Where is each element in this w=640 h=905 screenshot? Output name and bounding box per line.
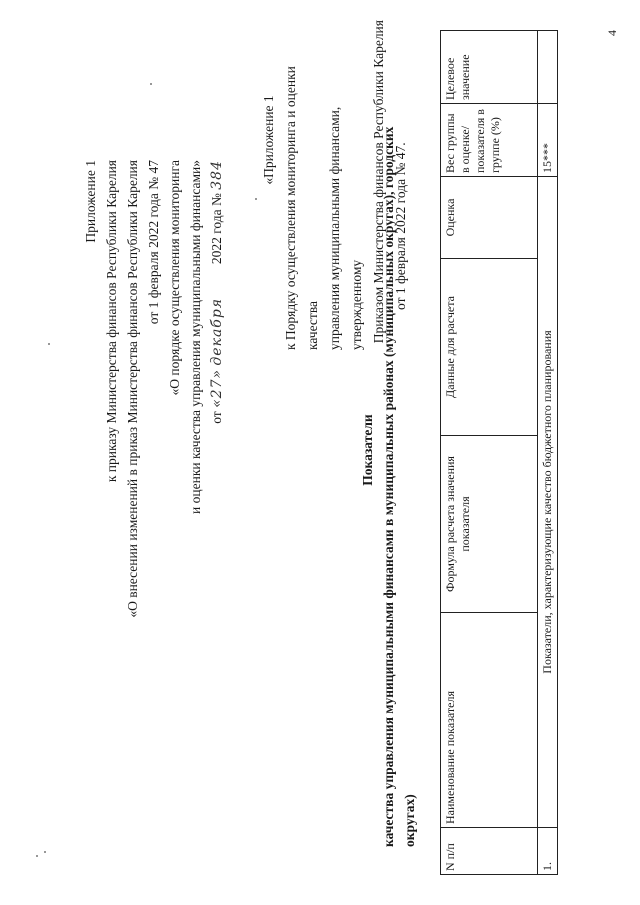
header-line: «О внесении изменений в приказ Министерства финансов Республики Карелия — [125, 160, 140, 618]
page-number: 4 — [605, 30, 619, 36]
quote-line: «Приложение 1 — [261, 95, 276, 185]
table-row — [538, 31, 558, 875]
row-weight: 15*** — [538, 104, 558, 177]
header-line: и оценки качества управления муниципальными финансами» — [188, 160, 203, 514]
col-header-name: Наименование показателя — [441, 613, 538, 828]
table-header-row — [441, 31, 538, 875]
header-line: от 1 февраля 2022 года № 47 — [146, 160, 161, 325]
col-header-data: Данные для расчета — [441, 259, 538, 436]
section-label: Показатели, характеризующие качество бюджетного планирования — [538, 177, 558, 828]
document-subtitle: качества управления муниципальными финансами в муниципальных районах (муниципальных округах), городских округах) — [381, 126, 417, 847]
document-title: Показатели — [360, 414, 375, 486]
quote-line: к Порядку осуществления мониторинга и оценки качества — [283, 66, 320, 350]
col-header-formula: Формула расчета значения показателя — [441, 436, 538, 613]
scan-speck — [150, 83, 152, 85]
row-number: 1. — [538, 828, 558, 875]
date-year: 2022 года № — [209, 193, 224, 265]
col-header-score: Оценка — [441, 177, 538, 259]
handwritten-day: «27» — [209, 368, 225, 408]
quote-line: управления муниципальными финансами, утвержденному — [327, 106, 364, 350]
header-line: Приложение 1 — [83, 160, 98, 243]
header-line: к приказу Министерства финансов Республики Карелия — [104, 160, 119, 483]
quote-line: Приказом Министерства финансов Республики Карелия — [371, 20, 386, 344]
handwritten-order-number: 384 — [209, 160, 225, 190]
indicators-table — [440, 30, 558, 875]
handwritten-month: декабря — [209, 297, 225, 366]
scan-speck — [44, 851, 46, 853]
col-header-weight: Вес группы в оценке/ показателя в группе (%) — [441, 104, 538, 177]
order-date-line — [206, 160, 228, 630]
scan-speck — [48, 343, 50, 345]
col-header-target: Целевое значение — [441, 31, 538, 104]
appendix-header — [80, 160, 228, 630]
col-header-num: N п/п — [441, 828, 538, 875]
date-prefix: от — [209, 411, 224, 424]
row-target — [538, 31, 558, 104]
quote-line: от 1 февраля 2022 года № 47. — [393, 142, 408, 310]
scan-speck — [36, 855, 38, 857]
scan-speck — [255, 198, 257, 200]
header-line: «О порядке осуществления мониторинга — [167, 160, 182, 396]
